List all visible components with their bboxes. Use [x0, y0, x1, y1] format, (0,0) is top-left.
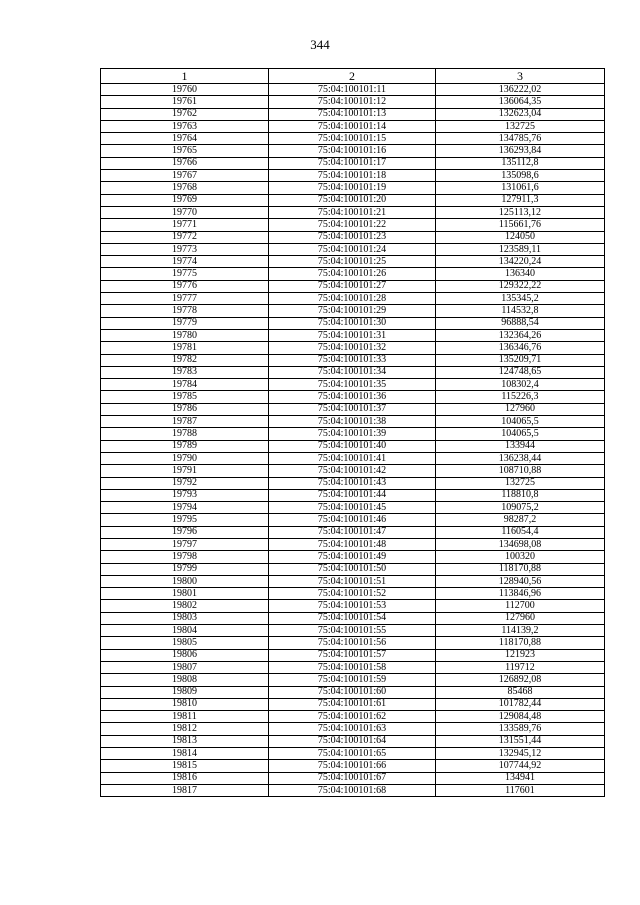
- cadastral-number-cell: 75:04:100101:16: [269, 145, 436, 157]
- value-cell: 133944: [436, 440, 605, 452]
- row-number-cell: 19817: [101, 784, 269, 796]
- cadastral-number-cell: 75:04:100101:40: [269, 440, 436, 452]
- value-cell: 134220,24: [436, 256, 605, 268]
- row-number-cell: 19766: [101, 157, 269, 169]
- row-number-cell: 19796: [101, 526, 269, 538]
- cadastral-number-cell: 75:04:100101:34: [269, 366, 436, 378]
- table-row: [101, 243, 605, 255]
- value-cell: 96888,54: [436, 317, 605, 329]
- cadastral-number-cell: 75:04:100101:57: [269, 649, 436, 661]
- row-number-cell: 19783: [101, 366, 269, 378]
- value-cell: 100320: [436, 551, 605, 563]
- row-number-cell: 19792: [101, 477, 269, 489]
- value-cell: 112700: [436, 600, 605, 612]
- table-row: [101, 563, 605, 575]
- table-row: [101, 588, 605, 600]
- table-header: [101, 69, 605, 84]
- row-number-cell: 19794: [101, 502, 269, 514]
- row-number-cell: 19805: [101, 637, 269, 649]
- row-number-cell: 19774: [101, 256, 269, 268]
- row-number-cell: 19802: [101, 600, 269, 612]
- table-row: [101, 698, 605, 710]
- cadastral-number-cell: 75:04:100101:30: [269, 317, 436, 329]
- value-cell: 135345,2: [436, 293, 605, 305]
- row-number-cell: 19787: [101, 416, 269, 428]
- value-cell: 104065,5: [436, 416, 605, 428]
- row-number-cell: 19814: [101, 748, 269, 760]
- value-cell: 114532,8: [436, 305, 605, 317]
- row-number-cell: 19760: [101, 84, 269, 96]
- value-cell: 104065,5: [436, 428, 605, 440]
- table-row: [101, 280, 605, 292]
- table-row: [101, 440, 605, 452]
- table-row: [101, 219, 605, 231]
- row-number-cell: 19791: [101, 465, 269, 477]
- cadastral-number-cell: 75:04:100101:42: [269, 465, 436, 477]
- table-row: [101, 379, 605, 391]
- table-row: [101, 465, 605, 477]
- value-cell: 98287,2: [436, 514, 605, 526]
- value-cell: 134698,08: [436, 538, 605, 550]
- value-cell: 127911,3: [436, 194, 605, 206]
- row-number-cell: 19797: [101, 538, 269, 550]
- value-cell: 131551,44: [436, 735, 605, 747]
- table-row: [101, 784, 605, 796]
- table-row: [101, 403, 605, 415]
- value-cell: 135209,71: [436, 354, 605, 366]
- cadastral-number-cell: 75:04:100101:36: [269, 391, 436, 403]
- cadastral-number-cell: 75:04:100101:48: [269, 538, 436, 550]
- table-row: [101, 477, 605, 489]
- table-row: [101, 772, 605, 784]
- column-header-3: 3: [436, 69, 605, 84]
- row-number-cell: 19789: [101, 440, 269, 452]
- row-number-cell: 19790: [101, 452, 269, 464]
- row-number-cell: 19815: [101, 760, 269, 772]
- value-cell: 85468: [436, 686, 605, 698]
- value-cell: 129322,22: [436, 280, 605, 292]
- row-number-cell: 19809: [101, 686, 269, 698]
- table-row: [101, 760, 605, 772]
- cadastral-number-cell: 75:04:100101:43: [269, 477, 436, 489]
- table-row: [101, 502, 605, 514]
- row-number-cell: 19804: [101, 625, 269, 637]
- table-row: [101, 342, 605, 354]
- row-number-cell: 19807: [101, 661, 269, 673]
- value-cell: 132725: [436, 477, 605, 489]
- row-number-cell: 19764: [101, 133, 269, 145]
- table-row: [101, 526, 605, 538]
- row-number-cell: 19800: [101, 575, 269, 587]
- row-number-cell: 19813: [101, 735, 269, 747]
- cadastral-number-cell: 75:04:100101:45: [269, 502, 436, 514]
- cadastral-number-cell: 75:04:100101:49: [269, 551, 436, 563]
- row-number-cell: 19778: [101, 305, 269, 317]
- row-number-cell: 19801: [101, 588, 269, 600]
- value-cell: 109075,2: [436, 502, 605, 514]
- table-row: [101, 84, 605, 96]
- value-cell: 136293,84: [436, 145, 605, 157]
- table-row: [101, 637, 605, 649]
- cadastral-number-cell: 75:04:100101:15: [269, 133, 436, 145]
- cadastral-number-cell: 75:04:100101:60: [269, 686, 436, 698]
- row-number-cell: 19782: [101, 354, 269, 366]
- value-cell: 127960: [436, 612, 605, 624]
- cadastral-number-cell: 75:04:100101:56: [269, 637, 436, 649]
- table-row: [101, 329, 605, 341]
- header-row: [101, 69, 605, 84]
- row-number-cell: 19770: [101, 206, 269, 218]
- table-row: [101, 748, 605, 760]
- value-cell: 124050: [436, 231, 605, 243]
- value-cell: 118810,8: [436, 489, 605, 501]
- cadastral-number-cell: 75:04:100101:31: [269, 329, 436, 341]
- value-cell: 115226,3: [436, 391, 605, 403]
- cadastral-number-cell: 75:04:100101:58: [269, 661, 436, 673]
- value-cell: 136222,02: [436, 84, 605, 96]
- table-row: [101, 120, 605, 132]
- row-number-cell: 19775: [101, 268, 269, 280]
- value-cell: 126892,08: [436, 674, 605, 686]
- cadastral-number-cell: 75:04:100101:68: [269, 784, 436, 796]
- table-row: [101, 416, 605, 428]
- cadastral-number-cell: 75:04:100101:61: [269, 698, 436, 710]
- cadastral-number-cell: 75:04:100101:59: [269, 674, 436, 686]
- cadastral-number-cell: 75:04:100101:22: [269, 219, 436, 231]
- cadastral-number-cell: 75:04:100101:21: [269, 206, 436, 218]
- cadastral-number-cell: 75:04:100101:55: [269, 625, 436, 637]
- cadastral-number-cell: 75:04:100101:29: [269, 305, 436, 317]
- cadastral-number-cell: 75:04:100101:44: [269, 489, 436, 501]
- row-number-cell: 19803: [101, 612, 269, 624]
- cadastral-number-cell: 75:04:100101:32: [269, 342, 436, 354]
- cadastral-number-cell: 75:04:100101:18: [269, 170, 436, 182]
- value-cell: 116054,4: [436, 526, 605, 538]
- row-number-cell: 19780: [101, 329, 269, 341]
- row-number-cell: 19810: [101, 698, 269, 710]
- table-row: [101, 133, 605, 145]
- row-number-cell: 19793: [101, 489, 269, 501]
- cadastral-number-cell: 75:04:100101:28: [269, 293, 436, 305]
- table-row: [101, 612, 605, 624]
- value-cell: 119712: [436, 661, 605, 673]
- row-number-cell: 19763: [101, 120, 269, 132]
- cadastral-number-cell: 75:04:100101:35: [269, 379, 436, 391]
- value-cell: 127960: [436, 403, 605, 415]
- cadastral-number-cell: 75:04:100101:50: [269, 563, 436, 575]
- value-cell: 124748,65: [436, 366, 605, 378]
- row-number-cell: 19786: [101, 403, 269, 415]
- data-table: [100, 68, 605, 797]
- row-number-cell: 19773: [101, 243, 269, 255]
- value-cell: 125113,12: [436, 206, 605, 218]
- cadastral-number-cell: 75:04:100101:66: [269, 760, 436, 772]
- cadastral-number-cell: 75:04:100101:38: [269, 416, 436, 428]
- row-number-cell: 19788: [101, 428, 269, 440]
- row-number-cell: 19784: [101, 379, 269, 391]
- table-row: [101, 354, 605, 366]
- cadastral-number-cell: 75:04:100101:65: [269, 748, 436, 760]
- cadastral-number-cell: 75:04:100101:37: [269, 403, 436, 415]
- row-number-cell: 19781: [101, 342, 269, 354]
- table-row: [101, 428, 605, 440]
- cadastral-number-cell: 75:04:100101:33: [269, 354, 436, 366]
- row-number-cell: 19785: [101, 391, 269, 403]
- value-cell: 118170,88: [436, 637, 605, 649]
- value-cell: 107744,92: [436, 760, 605, 772]
- value-cell: 101782,44: [436, 698, 605, 710]
- cadastral-number-cell: 75:04:100101:51: [269, 575, 436, 587]
- value-cell: 128940,56: [436, 575, 605, 587]
- row-number-cell: 19799: [101, 563, 269, 575]
- table-row: [101, 600, 605, 612]
- table-row: [101, 711, 605, 723]
- cadastral-number-cell: 75:04:100101:62: [269, 711, 436, 723]
- cadastral-number-cell: 75:04:100101:54: [269, 612, 436, 624]
- row-number-cell: 19795: [101, 514, 269, 526]
- value-cell: 136340: [436, 268, 605, 280]
- row-number-cell: 19811: [101, 711, 269, 723]
- value-cell: 133589,76: [436, 723, 605, 735]
- column-header-2: 2: [269, 69, 436, 84]
- value-cell: 132364,26: [436, 329, 605, 341]
- value-cell: 118170,88: [436, 563, 605, 575]
- cadastral-number-cell: 75:04:100101:39: [269, 428, 436, 440]
- column-header-1: 1: [101, 69, 269, 84]
- value-cell: 136238,44: [436, 452, 605, 464]
- row-number-cell: 19772: [101, 231, 269, 243]
- table-row: [101, 268, 605, 280]
- value-cell: 114139,2: [436, 625, 605, 637]
- cadastral-number-cell: 75:04:100101:63: [269, 723, 436, 735]
- cadastral-number-cell: 75:04:100101:46: [269, 514, 436, 526]
- cadastral-number-cell: 75:04:100101:19: [269, 182, 436, 194]
- table-row: [101, 157, 605, 169]
- row-number-cell: 19767: [101, 170, 269, 182]
- cadastral-number-cell: 75:04:100101:25: [269, 256, 436, 268]
- value-cell: 132945,12: [436, 748, 605, 760]
- value-cell: 131061,6: [436, 182, 605, 194]
- value-cell: 121923: [436, 649, 605, 661]
- table-row: [101, 317, 605, 329]
- value-cell: 117601: [436, 784, 605, 796]
- row-number-cell: 19771: [101, 219, 269, 231]
- cadastral-number-cell: 75:04:100101:13: [269, 108, 436, 120]
- row-number-cell: 19816: [101, 772, 269, 784]
- cadastral-number-cell: 75:04:100101:64: [269, 735, 436, 747]
- cadastral-number-cell: 75:04:100101:53: [269, 600, 436, 612]
- value-cell: 135112,8: [436, 157, 605, 169]
- row-number-cell: 19808: [101, 674, 269, 686]
- table-row: [101, 514, 605, 526]
- table-row: [101, 489, 605, 501]
- row-number-cell: 19812: [101, 723, 269, 735]
- row-number-cell: 19761: [101, 96, 269, 108]
- table-row: [101, 686, 605, 698]
- cadastral-number-cell: 75:04:100101:14: [269, 120, 436, 132]
- cadastral-number-cell: 75:04:100101:12: [269, 96, 436, 108]
- table-row: [101, 182, 605, 194]
- table-row: [101, 194, 605, 206]
- cadastral-number-cell: 75:04:100101:17: [269, 157, 436, 169]
- table-row: [101, 538, 605, 550]
- cadastral-number-cell: 75:04:100101:20: [269, 194, 436, 206]
- cadastral-number-cell: 75:04:100101:11: [269, 84, 436, 96]
- table-row: [101, 661, 605, 673]
- row-number-cell: 19806: [101, 649, 269, 661]
- table-row: [101, 108, 605, 120]
- row-number-cell: 19798: [101, 551, 269, 563]
- value-cell: 136064,35: [436, 96, 605, 108]
- value-cell: 135098,6: [436, 170, 605, 182]
- table-row: [101, 391, 605, 403]
- row-number-cell: 19777: [101, 293, 269, 305]
- value-cell: 108302,4: [436, 379, 605, 391]
- table-row: [101, 145, 605, 157]
- table-row: [101, 723, 605, 735]
- value-cell: 108710,88: [436, 465, 605, 477]
- table-body: [101, 84, 605, 797]
- cadastral-number-cell: 75:04:100101:26: [269, 268, 436, 280]
- value-cell: 113846,96: [436, 588, 605, 600]
- table-row: [101, 674, 605, 686]
- table-row: [101, 452, 605, 464]
- value-cell: 123589,11: [436, 243, 605, 255]
- table-row: [101, 170, 605, 182]
- table-row: [101, 206, 605, 218]
- page-number: 344: [310, 37, 330, 52]
- value-cell: 115661,76: [436, 219, 605, 231]
- value-cell: 132623,04: [436, 108, 605, 120]
- row-number-cell: 19765: [101, 145, 269, 157]
- row-number-cell: 19779: [101, 317, 269, 329]
- table-row: [101, 256, 605, 268]
- value-cell: 136346,76: [436, 342, 605, 354]
- cadastral-number-cell: 75:04:100101:41: [269, 452, 436, 464]
- row-number-cell: 19762: [101, 108, 269, 120]
- table-row: [101, 293, 605, 305]
- table-row: [101, 551, 605, 563]
- value-cell: 134785,76: [436, 133, 605, 145]
- table-row: [101, 625, 605, 637]
- value-cell: 134941: [436, 772, 605, 784]
- cadastral-number-cell: 75:04:100101:24: [269, 243, 436, 255]
- cadastral-number-cell: 75:04:100101:67: [269, 772, 436, 784]
- cadastral-number-cell: 75:04:100101:23: [269, 231, 436, 243]
- table-row: [101, 366, 605, 378]
- row-number-cell: 19768: [101, 182, 269, 194]
- table-row: [101, 735, 605, 747]
- table-row: [101, 575, 605, 587]
- row-number-cell: 19769: [101, 194, 269, 206]
- table-row: [101, 305, 605, 317]
- cadastral-number-cell: 75:04:100101:47: [269, 526, 436, 538]
- table-row: [101, 649, 605, 661]
- cadastral-number-cell: 75:04:100101:52: [269, 588, 436, 600]
- cadastral-number-cell: 75:04:100101:27: [269, 280, 436, 292]
- table-row: [101, 96, 605, 108]
- value-cell: 132725: [436, 120, 605, 132]
- value-cell: 129084,48: [436, 711, 605, 723]
- row-number-cell: 19776: [101, 280, 269, 292]
- table-row: [101, 231, 605, 243]
